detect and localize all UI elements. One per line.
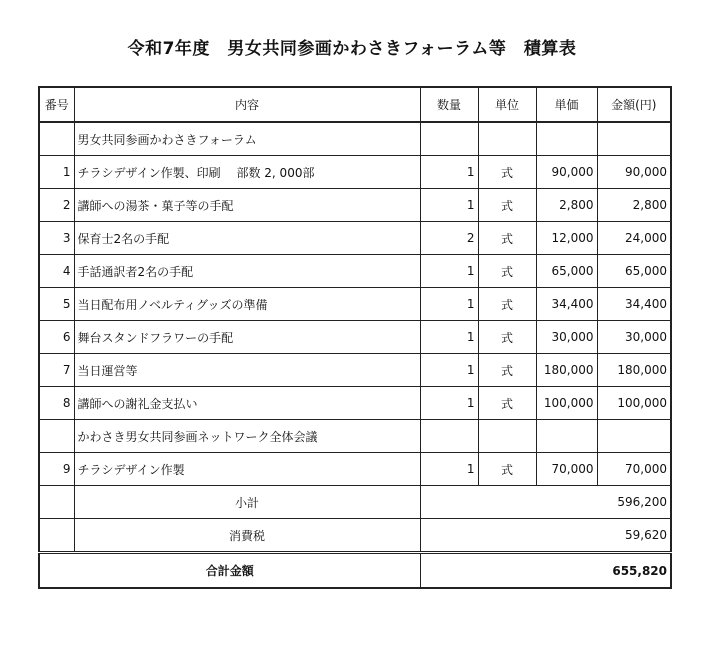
row-qty: 2 — [420, 222, 478, 255]
row-unit-price — [536, 420, 597, 453]
row-content: 当日運営等 — [74, 354, 420, 387]
table-row — [39, 255, 671, 288]
header-qty: 数量 — [420, 87, 478, 122]
row-content: 当日配布用ノベルティグッズの準備 — [74, 288, 420, 321]
row-unit: 式 — [478, 255, 536, 288]
row-qty: 1 — [420, 189, 478, 222]
row-content: 保育士2名の手配 — [74, 222, 420, 255]
total-value: 655,820 — [420, 553, 671, 589]
row-amount: 34,400 — [597, 288, 671, 321]
row-amount — [597, 122, 671, 156]
row-unit: 式 — [478, 288, 536, 321]
row-unit: 式 — [478, 321, 536, 354]
tax-row — [39, 519, 671, 553]
table-row — [39, 122, 671, 156]
row-unit — [478, 122, 536, 156]
row-amount — [597, 420, 671, 453]
row-number: 7 — [39, 354, 74, 387]
row-unit-price: 70,000 — [536, 453, 597, 486]
row-unit-price: 34,400 — [536, 288, 597, 321]
row-unit-price: 2,800 — [536, 189, 597, 222]
row-number: 3 — [39, 222, 74, 255]
row-unit-price: 90,000 — [536, 156, 597, 189]
row-amount: 30,000 — [597, 321, 671, 354]
total-row — [39, 553, 671, 589]
row-unit: 式 — [478, 387, 536, 420]
table-row — [39, 222, 671, 255]
row-unit-price: 180,000 — [536, 354, 597, 387]
row-unit: 式 — [478, 354, 536, 387]
row-content: 舞台スタンドフラワーの手配 — [74, 321, 420, 354]
row-amount: 24,000 — [597, 222, 671, 255]
table-row — [39, 420, 671, 453]
row-content: 講師への湯茶・菓子等の手配 — [74, 189, 420, 222]
row-number: 8 — [39, 387, 74, 420]
header-unit: 単位 — [478, 87, 536, 122]
row-number: 1 — [39, 156, 74, 189]
row-amount: 2,800 — [597, 189, 671, 222]
row-content: 男女共同参画かわさきフォーラム — [74, 122, 420, 156]
row-qty: 1 — [420, 453, 478, 486]
row-unit: 式 — [478, 189, 536, 222]
page-title: 令和7年度 男女共同参画かわさきフォーラム等 積算表 — [127, 39, 577, 59]
table-row — [39, 156, 671, 189]
row-content: 手話通訳者2名の手配 — [74, 255, 420, 288]
row-amount: 90,000 — [597, 156, 671, 189]
row-number: 4 — [39, 255, 74, 288]
table-row — [39, 189, 671, 222]
row-unit-price: 100,000 — [536, 387, 597, 420]
row-qty: 1 — [420, 156, 478, 189]
row-amount: 180,000 — [597, 354, 671, 387]
header-no: 番号 — [39, 87, 74, 122]
row-unit-price: 12,000 — [536, 222, 597, 255]
table-header-row — [39, 87, 671, 122]
row-qty: 1 — [420, 288, 478, 321]
row-content: チラシデザイン作製 — [74, 453, 420, 486]
subtotal-value: 596,200 — [420, 486, 671, 519]
row-unit: 式 — [478, 156, 536, 189]
subtotal-row — [39, 486, 671, 519]
row-amount: 100,000 — [597, 387, 671, 420]
row-qty: 1 — [420, 354, 478, 387]
tax-no-cell — [39, 519, 74, 553]
row-unit-price: 65,000 — [536, 255, 597, 288]
row-amount: 65,000 — [597, 255, 671, 288]
row-qty: 1 — [420, 321, 478, 354]
row-unit-price: 30,000 — [536, 321, 597, 354]
row-number: 9 — [39, 453, 74, 486]
row-qty: 1 — [420, 255, 478, 288]
tax-value: 59,620 — [420, 519, 671, 553]
table-row — [39, 288, 671, 321]
row-unit — [478, 420, 536, 453]
row-number — [39, 122, 74, 156]
tax-label: 消費税 — [74, 519, 420, 553]
estimate-table — [38, 86, 672, 589]
subtotal-label: 小計 — [74, 486, 420, 519]
table-row — [39, 321, 671, 354]
row-unit-price — [536, 122, 597, 156]
total-label: 合計金額 — [39, 553, 420, 589]
row-qty: 1 — [420, 387, 478, 420]
row-number: 5 — [39, 288, 74, 321]
table-row — [39, 387, 671, 420]
row-amount: 70,000 — [597, 453, 671, 486]
row-number: 2 — [39, 189, 74, 222]
header-amount: 金額(円) — [597, 87, 671, 122]
row-qty — [420, 420, 478, 453]
subtotal-no-cell — [39, 486, 74, 519]
table-row — [39, 354, 671, 387]
table-row — [39, 453, 671, 486]
row-unit: 式 — [478, 222, 536, 255]
header-unit-price: 単価 — [536, 87, 597, 122]
header-content: 内容 — [74, 87, 420, 122]
row-content: かわさき男女共同参画ネットワーク全体会議 — [74, 420, 420, 453]
row-number: 6 — [39, 321, 74, 354]
row-number — [39, 420, 74, 453]
row-content: チラシデザイン作製、印刷 部数 2, 000部 — [74, 156, 420, 189]
row-qty — [420, 122, 478, 156]
row-unit: 式 — [478, 453, 536, 486]
row-content: 講師への謝礼金支払い — [74, 387, 420, 420]
